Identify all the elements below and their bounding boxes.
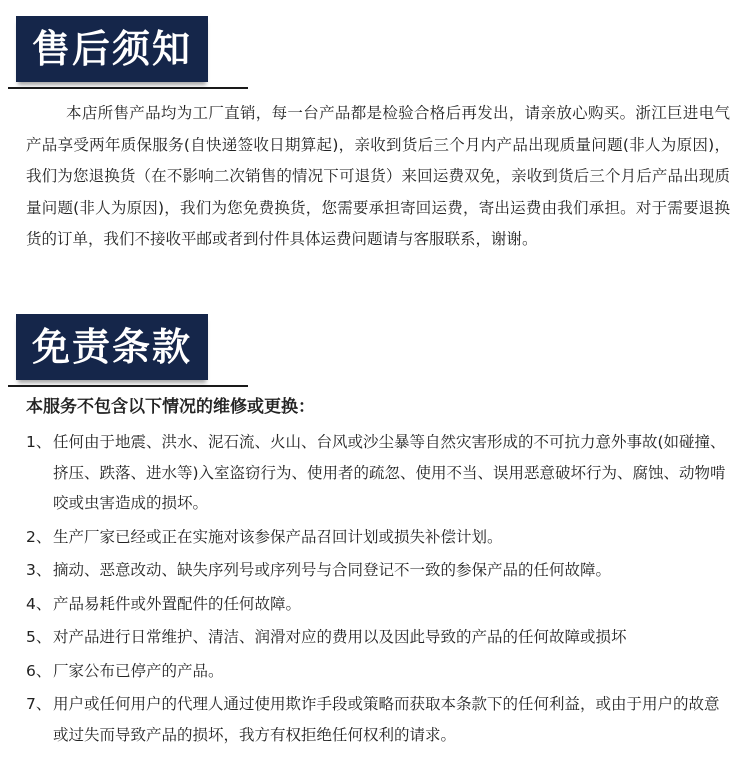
list-item-text: 生产厂家已经或正在实施对该参保产品召回计划或损失补偿计划。 <box>53 527 503 546</box>
list-item-number: 2、 <box>26 527 52 546</box>
section-heading-disclaimer: 免责条款 <box>16 314 208 380</box>
list-item-number: 1、 <box>26 433 52 451</box>
list-item <box>26 522 732 553</box>
disclaimer-list <box>26 427 732 753</box>
list-item <box>26 689 732 750</box>
list-item-text: 对产品进行日常维护、清洁、润滑对应的费用以及因此导致的产品的任何故障或损坏 <box>53 628 627 646</box>
list-item-number: 3、 <box>26 561 52 579</box>
list-item-number: 4、 <box>26 594 52 613</box>
list-item-text: 摘动、恶意改动、缺失序列号或序列号与合同登记不一致的参保产品的任何故障。 <box>53 561 612 579</box>
section-heading-after-sales: 售后须知 <box>16 16 208 82</box>
list-item-text: 厂家公布已停产的产品。 <box>53 661 224 680</box>
list-item-number: 7、 <box>26 695 52 713</box>
list-item <box>26 427 732 519</box>
list-item-number: 6、 <box>26 661 52 680</box>
list-item-text: 产品易耗件或外置配件的任何故障。 <box>53 594 302 613</box>
list-item <box>26 622 732 653</box>
after-sales-paragraph: 本店所售产品均为工厂直销，每一台产品都是检验合格后再发出，请亲放心购买。浙江巨进电气产品享受两年质保服务(自快递签收日期算起)，亲收到货后三个月内产品出现质量问题(非人为原因)，我们为您退换货（在不影响二次销售的情况下可退货）来回运费双免，亲收到货后三个月后产品出现质量问题(非人为原因)，我们为您免费换货，您需要承担寄回运费，寄出运费由我们承担。对于需要退换货的订单，我们不接收平邮或者到付件具体运费问题请与客服联系，谢谢。 <box>26 104 730 249</box>
list-item-text: 任何由于地震、洪水、泥石流、火山、台风或沙尘暴等自然灾害形成的不可抗力意外事故(如碰撞、挤压、跌落、进水等)入室盗窃行为、使用者的疏忽、使用不当、误用恶意破坏行为、腐蚀、动物啃咬或虫害造成的损坏。 <box>53 433 726 512</box>
list-item-text: 用户或任何用户的代理人通过使用欺诈手段或策略而获取本条款下的任何利益，或由于用户的故意或过失而导致产品的损坏，我方有权拒绝任何权利的请求。 <box>53 695 720 744</box>
disclaimer-subheading: 本服务不包含以下情况的维修或更换： <box>26 397 315 417</box>
list-item <box>26 589 732 620</box>
list-item-number: 5、 <box>26 628 52 646</box>
list-item <box>26 656 732 687</box>
list-item <box>26 555 732 586</box>
